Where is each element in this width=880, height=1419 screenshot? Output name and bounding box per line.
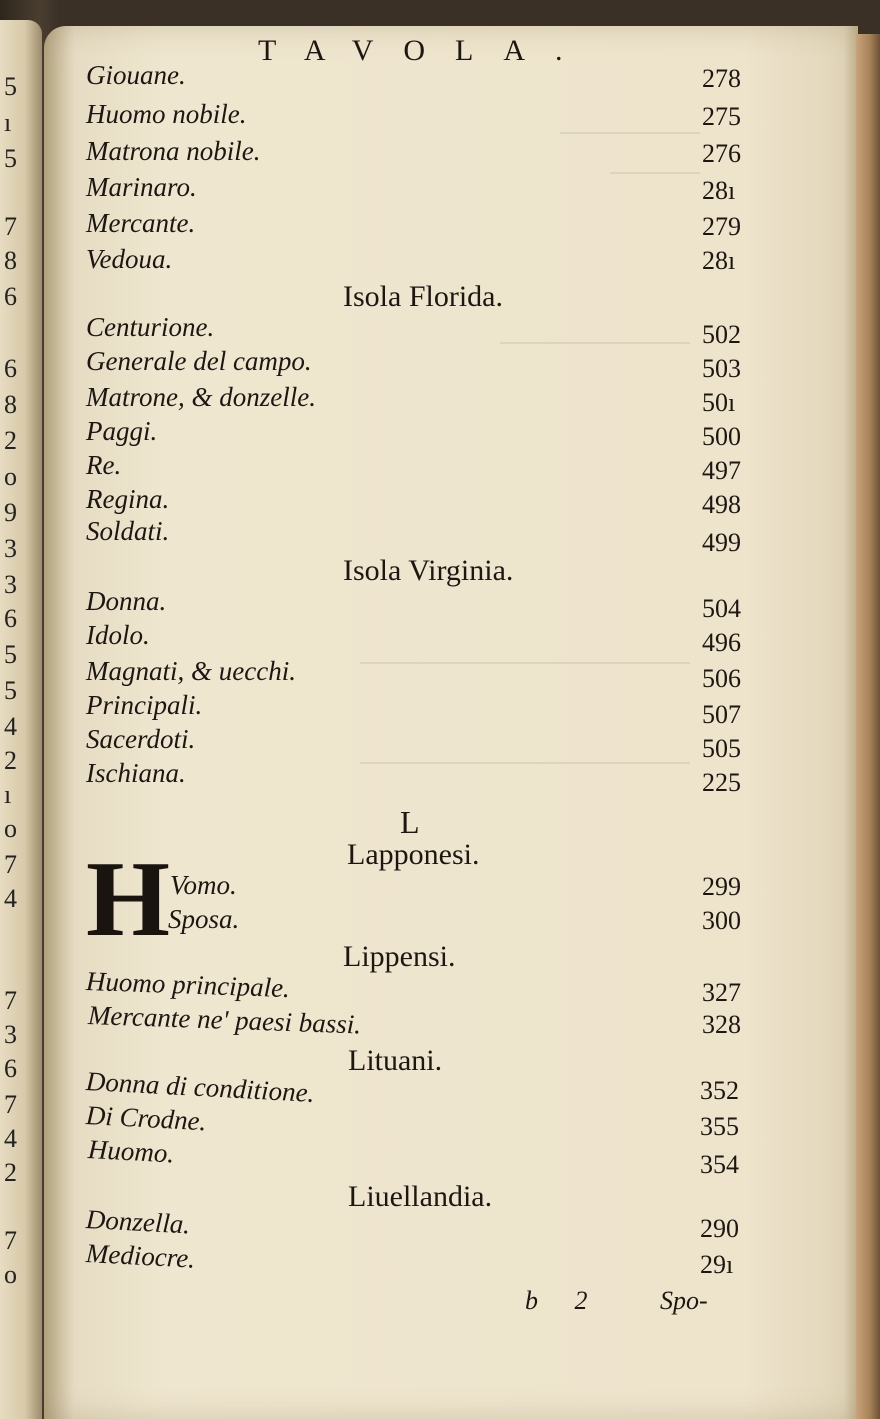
entry-label: Sposa. bbox=[168, 904, 240, 934]
entry-page-number: 29ı bbox=[700, 1250, 734, 1279]
entry-label: Soldati. bbox=[86, 516, 170, 546]
section-heading: Liuellandia. bbox=[348, 1180, 493, 1213]
entry-page-number: 290 bbox=[700, 1214, 739, 1243]
left-edge-number: 3 bbox=[4, 570, 17, 599]
entry-label: Huomo nobile. bbox=[86, 99, 247, 129]
entry-page-number: 498 bbox=[702, 490, 741, 519]
left-edge-number: 4 bbox=[4, 712, 17, 741]
entry-label: Vedoua. bbox=[86, 244, 173, 274]
left-edge-number: 3 bbox=[4, 534, 17, 563]
left-edge-number: 6 bbox=[4, 1054, 17, 1083]
show-through-mark bbox=[560, 110, 700, 134]
entry-label: Di Crodne. bbox=[85, 1100, 208, 1137]
left-edge-number: 7 bbox=[4, 1090, 17, 1119]
left-edge-number: o bbox=[4, 462, 17, 491]
entry-label: Paggi. bbox=[86, 416, 158, 446]
section-heading: Lituani. bbox=[348, 1044, 443, 1077]
left-edge-number: 3 bbox=[4, 1020, 17, 1049]
entry-label: Matrone, & donzelle. bbox=[86, 382, 316, 412]
entry-page-number: 279 bbox=[702, 212, 741, 241]
entry-page-number: 276 bbox=[702, 139, 741, 168]
entry-label: Ischiana. bbox=[86, 758, 186, 788]
left-edge-number: 6 bbox=[4, 604, 17, 633]
entry-page-number: 506 bbox=[702, 664, 741, 693]
entry-label: Idolo. bbox=[86, 620, 150, 650]
left-edge-number: 4 bbox=[4, 884, 17, 913]
left-edge-number: 6 bbox=[4, 282, 17, 311]
entry-page-number: 275 bbox=[702, 102, 741, 131]
entry-label: Mercante. bbox=[86, 208, 196, 238]
entry-page-number: 496 bbox=[702, 628, 741, 657]
entry-page-number: 500 bbox=[702, 422, 741, 451]
entry-page-number: 354 bbox=[700, 1150, 739, 1179]
left-edge-number: 7 bbox=[4, 212, 17, 241]
entry-page-number: 328 bbox=[702, 1010, 741, 1039]
entry-label: Mercante ne' paesi bassi. bbox=[87, 1000, 362, 1040]
entry-label: Sacerdoti. bbox=[86, 724, 196, 754]
section-heading: Isola Virginia. bbox=[343, 554, 514, 587]
show-through-mark bbox=[500, 320, 690, 344]
entry-label: Mediocre. bbox=[85, 1238, 196, 1274]
entry-page-number: 225 bbox=[702, 768, 741, 797]
left-edge-number: 5 bbox=[4, 72, 17, 101]
entry-label: Centurione. bbox=[86, 312, 215, 342]
left-edge-number: 5 bbox=[4, 640, 17, 669]
entry-label: Vomo. bbox=[170, 870, 237, 900]
entry-page-number: 352 bbox=[700, 1076, 739, 1105]
left-edge-number: ı bbox=[4, 108, 12, 137]
left-edge-number: ı bbox=[4, 780, 12, 809]
show-through-mark bbox=[610, 150, 700, 174]
entry-page-number: 300 bbox=[702, 906, 741, 935]
entry-label: Matrona nobile. bbox=[86, 136, 261, 166]
left-edge-number: 7 bbox=[4, 850, 17, 879]
left-edge-number: 2 bbox=[4, 746, 17, 775]
entry-page-number: 278 bbox=[702, 64, 741, 93]
left-edge-number: 6 bbox=[4, 354, 17, 383]
entry-page-number: 28ı bbox=[702, 246, 736, 275]
entry-label: Donna di conditione. bbox=[85, 1066, 316, 1108]
left-page-edge bbox=[0, 20, 42, 1419]
left-edge-number: 4 bbox=[4, 1124, 17, 1153]
entry-label: Giouane. bbox=[86, 60, 186, 90]
section-heading: Isola Florida. bbox=[343, 280, 503, 313]
entry-label: Huomo principale. bbox=[85, 966, 291, 1004]
entry-label: Donna. bbox=[86, 586, 167, 616]
entry-label: Regina. bbox=[86, 484, 170, 514]
signature-mark: b 2 bbox=[525, 1286, 588, 1315]
entry-page-number: 503 bbox=[702, 354, 741, 383]
left-edge-number: 7 bbox=[4, 1226, 17, 1255]
left-edge-number: 2 bbox=[4, 1158, 17, 1187]
entry-page-number: 50ı bbox=[702, 388, 736, 417]
entry-page-number: 505 bbox=[702, 734, 741, 763]
left-edge-number: o bbox=[4, 814, 17, 843]
entry-page-number: 299 bbox=[702, 872, 741, 901]
entry-page-number: 355 bbox=[700, 1112, 739, 1141]
page-stack-edge bbox=[856, 34, 880, 1419]
entry-label: Re. bbox=[86, 450, 122, 480]
entry-label: Generale del campo. bbox=[86, 346, 312, 376]
entry-page-number: 327 bbox=[702, 978, 741, 1007]
entry-page-number: 497 bbox=[702, 456, 741, 485]
left-edge-number: o bbox=[4, 1260, 17, 1289]
section-heading: Lippensi. bbox=[343, 940, 456, 973]
section-heading: Lapponesi. bbox=[347, 838, 480, 871]
left-edge-number: 5 bbox=[4, 676, 17, 705]
entry-label: Huomo. bbox=[87, 1134, 175, 1169]
left-edge-number: 8 bbox=[4, 246, 17, 275]
left-edge-number: 2 bbox=[4, 426, 17, 455]
left-edge-number: 5 bbox=[4, 144, 17, 173]
entry-label: Magnati, & uecchi. bbox=[86, 656, 296, 686]
entry-label: Marinaro. bbox=[86, 172, 197, 202]
left-edge-number: 7 bbox=[4, 986, 17, 1015]
entry-page-number: 504 bbox=[702, 594, 741, 623]
drop-cap-letter: H bbox=[86, 840, 171, 959]
entry-page-number: 28ı bbox=[702, 176, 736, 205]
entry-page-number: 502 bbox=[702, 320, 741, 349]
left-edge-number: 8 bbox=[4, 390, 17, 419]
page-header: TAVOLA. bbox=[258, 34, 593, 67]
show-through-mark bbox=[360, 740, 690, 764]
catchword: Spo- bbox=[660, 1286, 708, 1315]
left-edge-number: 9 bbox=[4, 498, 17, 527]
alphabet-letter-heading: L bbox=[400, 804, 420, 840]
entry-page-number: 507 bbox=[702, 700, 741, 729]
entry-label: Principali. bbox=[86, 690, 203, 720]
entry-label: Donzella. bbox=[85, 1204, 191, 1240]
entry-page-number: 499 bbox=[702, 528, 741, 557]
show-through-mark bbox=[360, 640, 690, 664]
